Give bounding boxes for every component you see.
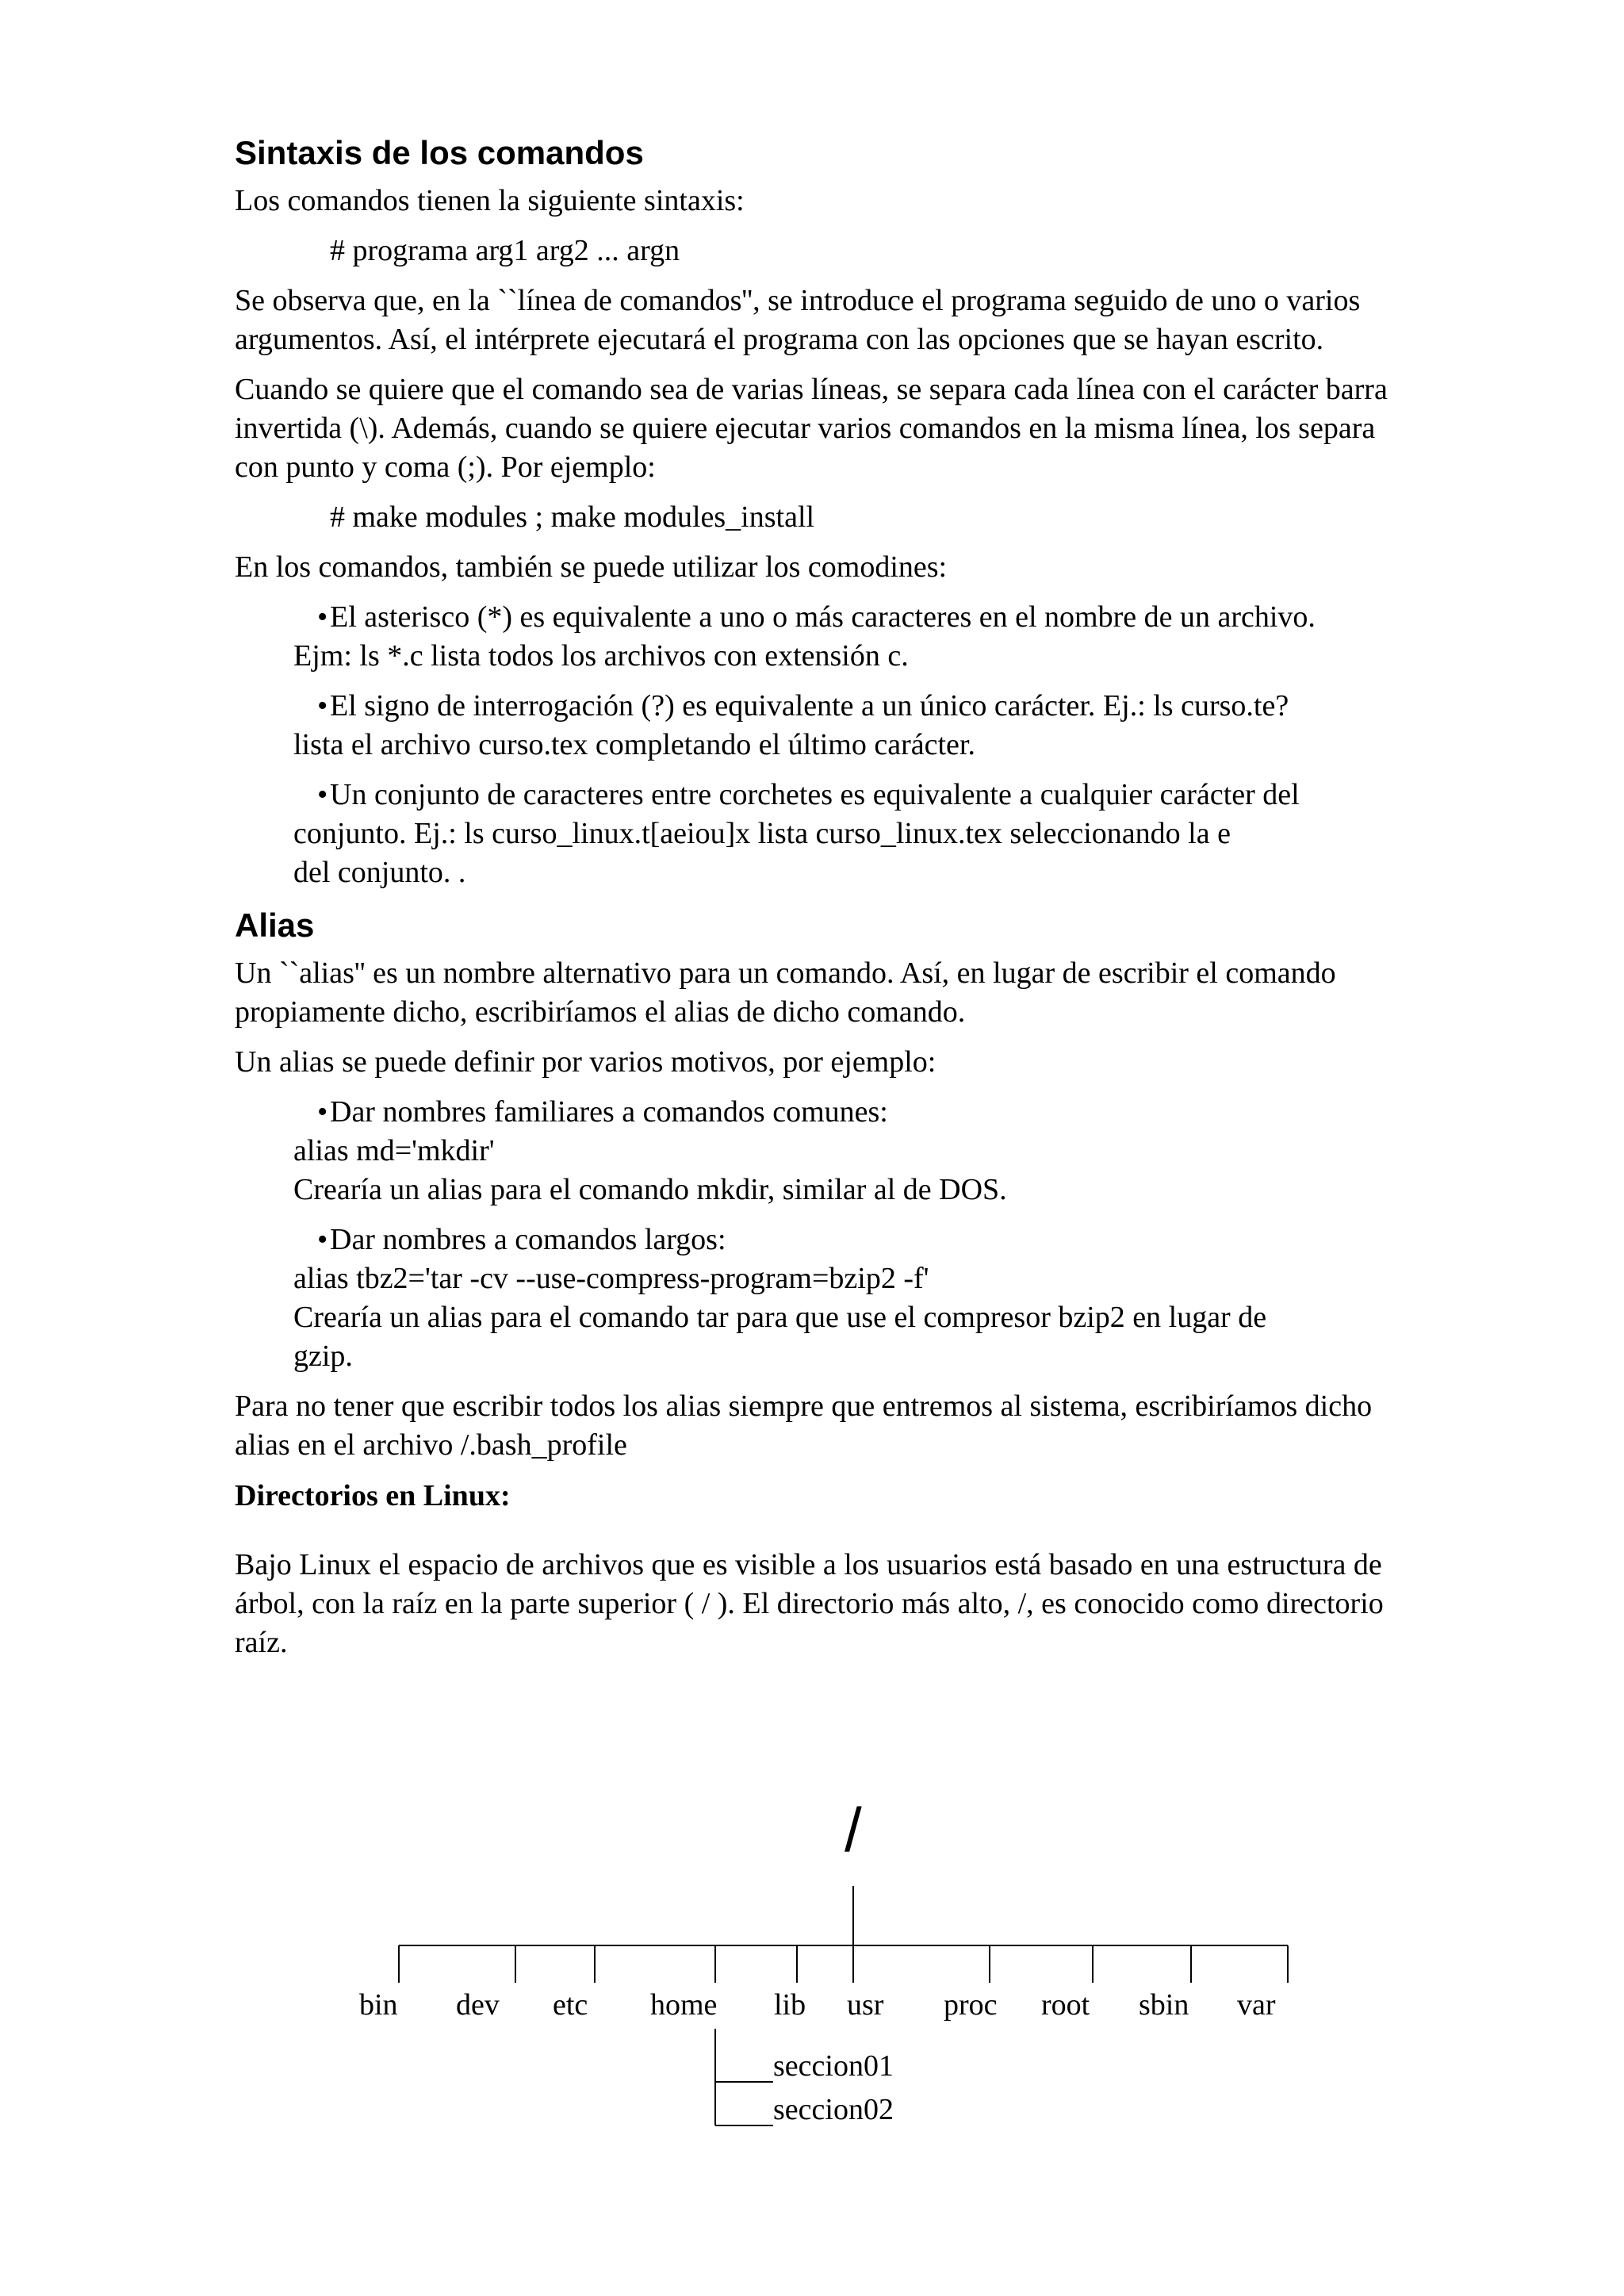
alias-reason-1-line3: Crearía un alias para el comando mkdir, similar al de DOS. [293,1173,1007,1206]
alias-paragraph-2: Un alias se puede definir por varios motivos, por ejemplo: [235,1045,936,1079]
syntax-paragraph-2: Cuando se quiere que el comando sea de varias líneas, se separa cada línea con el carácter barra invertida (\). Además, cuando se quiere ejecutar varios comandos en la misma línea, los separa con punto y coma (;). Por ejemplo: [235,373,1388,484]
syntax-intro: Los comandos tienen la siguiente sintaxis: [235,184,745,217]
make-code-example: # make modules ; make modules_install [330,500,815,534]
alias-reason-2-line2: alias tbz2='tar -cv --use-compress-program=bzip2 -f' [293,1262,929,1295]
dir-label-bin: bin [359,1988,398,2022]
wildcards-intro: En los comandos, también se puede utilizar los comodines: [235,550,948,584]
alias-reason-2-line3: Crearía un alias para el comando tar para que use el compresor bzip2 en lugar de [293,1301,1267,1334]
section-title-alias: Alias [235,907,315,944]
alias-reason-1-line2: alias md='mkdir' [293,1134,495,1167]
directories-paragraph-1: Bajo Linux el espacio de archivos que es visible a los usuarios está basado en una estructura de árbol, con la raíz en la parte superior ( / ). El directorio más alto, /, es conocido como directorio raíz. [235,1548,1384,1659]
dir-label-home: home [650,1988,718,2022]
wildcard-question-line2: lista el archivo curso.tex completando el último carácter. [293,728,975,761]
bullet-icon: • [317,778,328,811]
dir-label-root: root [1041,1988,1090,2022]
wildcard-asterisk-line1: El asterisco (*) es equivalente a uno o más caracteres en el nombre de un archivo. [330,600,1316,634]
dir-label-lib: lib [774,1988,806,2022]
alias-reason-2-line1: Dar nombres a comandos largos: [330,1223,726,1256]
syntax-paragraph-1: Se observa que, en la ``línea de comandos'', se introduce el programa seguido de uno o varios argumentos. Así, el intérprete ejecutará el programa con las opciones que se hayan escrito. [235,284,1361,356]
wildcard-question-line1: El signo de interrogación (?) es equivalente a un único carácter. Ej.: ls curso.te? [330,689,1289,723]
syntax-code-example: # programa arg1 arg2 ... argn [330,234,680,267]
bullet-icon: • [317,689,328,723]
dir-label-proc: proc [944,1988,998,2022]
bullet-icon: • [317,1095,328,1129]
root-directory-label: / [845,1795,862,1865]
alias-reason-2-line4: gzip. [293,1340,353,1373]
dir-label-dev: dev [456,1988,500,2022]
wildcard-brackets-line2: conjunto. Ej.: ls curso_linux.t[aeiou]x lista curso_linux.tex seleccionando la e [293,817,1231,850]
bullet-icon: • [317,600,328,634]
section-title-directories: Directorios en Linux: [235,1479,511,1512]
alias-paragraph-1: Un ``alias'' es un nombre alternativo para un comando. Así, en lugar de escribir el comando propiamente dicho, escribiríamos el alias de dicho comando. [235,956,1336,1029]
wildcard-asterisk-line2: Ejm: ls *.c lista todos los archivos con extensión c. [293,639,909,673]
alias-reason-1-line1: Dar nombres familiares a comandos comunes: [330,1095,888,1129]
dir-label-sbin: sbin [1139,1988,1189,2022]
home-child-label-1: seccion01 [773,2049,894,2083]
dir-label-etc: etc [553,1988,588,2022]
home-child-label-2: seccion02 [773,2093,894,2126]
wildcard-brackets-line3: del conjunto. . [293,856,466,889]
section-title-syntax: Sintaxis de los comandos [235,134,644,171]
bullet-icon: • [317,1223,328,1256]
alias-paragraph-3: Para no tener que escribir todos los alias siempre que entremos al sistema, escribiríamos dicho alias en el archivo /.bash_profile [235,1389,1373,1462]
dir-label-var: var [1237,1988,1276,2022]
wildcard-brackets-line1: Un conjunto de caracteres entre corchetes es equivalente a cualquier carácter del [330,778,1300,811]
dir-label-usr: usr [847,1988,884,2022]
